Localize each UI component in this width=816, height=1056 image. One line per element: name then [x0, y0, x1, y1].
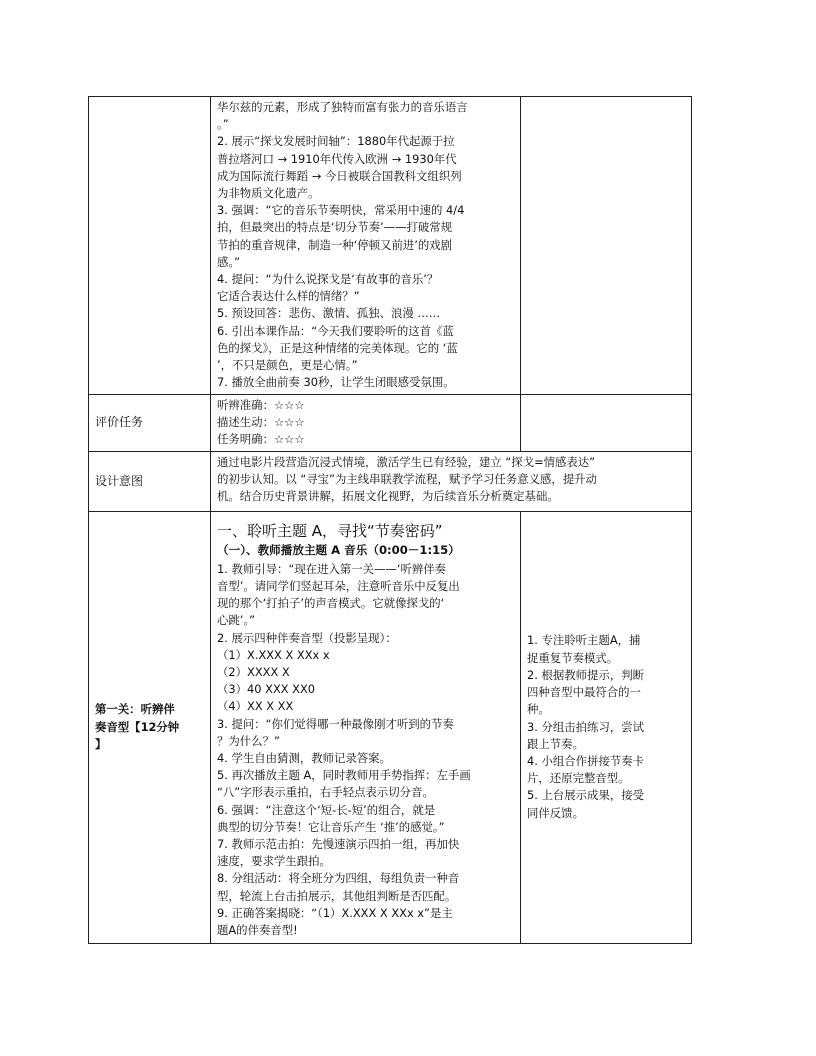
text-line: 为非物质文化遗产。	[217, 186, 320, 201]
text-line: 节拍的重音规律，制造一种‘停顿又前进’的戏剧	[217, 237, 453, 252]
evaluation-empty-cell	[521, 395, 692, 452]
text-line: 2. 展示四种伴奏音型（投影呈现）：	[217, 630, 397, 645]
text-line: ’，不只是颜色，更是心情。”	[217, 358, 358, 373]
text-line: 心跳’。”	[217, 613, 255, 628]
row-label-cell	[89, 97, 211, 395]
evaluation-item: 描述生动：☆☆☆	[217, 415, 305, 430]
table-row	[89, 395, 692, 452]
text-line: 7. 教师示范击拍：先慢速演示四拍一组，再加快	[217, 837, 460, 852]
design-label: 设计意图	[95, 473, 144, 488]
evaluation-label: 评价任务	[95, 415, 144, 430]
design-text-line: 通过电影片段营造沉浸式情境，激活学生已有经验，建立 “探戈=情感表达”	[217, 454, 596, 469]
level1-label-cell	[89, 511, 211, 943]
text-line: 4. 提问：“为什么说探戈是‘有故事的音乐’？	[217, 272, 439, 287]
level1-teacher-cell	[211, 511, 521, 943]
text-line: 题A的伴奏音型!	[217, 923, 298, 938]
text-line: 3. 提问：“你们觉得哪一种最像刚才听到的节奏	[217, 716, 454, 731]
text-line: （2）XXXX X	[217, 665, 290, 680]
text-line: （1）X.XXX X XXx x	[217, 647, 330, 662]
teacher-activity-text	[217, 99, 514, 391]
level1-label-line: 第一关：听辨伴	[95, 702, 175, 717]
text-line: 5. 再次播放主题 A，同时教师用手势指挥：左手画	[217, 768, 471, 783]
level1-label-line: 】	[95, 736, 107, 751]
text-line: 四种音型中最符合的一	[527, 685, 641, 700]
text-line: 2. 根据教师提示，判断	[527, 667, 645, 682]
text-line: ？为什么？”	[217, 733, 280, 748]
text-line: 6. 引出本课作品：“今天我们要聆听的这首《蓝	[217, 323, 454, 338]
text-line: 1. 教师引导：“现在进入第一关——‘听辨伴奏	[217, 561, 447, 576]
table-row	[89, 511, 692, 943]
text-line: 3. 强调：“它的音乐节奏明快，常采用中速的 4/4	[217, 203, 465, 218]
text-line: 拍，但最突出的特点是‘切分节奏’——打破常规	[217, 220, 453, 235]
text-line: 8. 分组活动：将全班分为四组，每组负责一种音	[217, 871, 460, 886]
text-line: 普拉塔河口 → 1910年代传入欧洲 → 1930年代	[217, 151, 457, 166]
evaluation-item: 听辨准确：☆☆☆	[217, 398, 305, 412]
text-line: 3. 分组击拍练习，尝试	[527, 719, 645, 734]
level1-student-cell	[521, 511, 692, 943]
text-line: （3）40 XXX XX0	[217, 682, 316, 697]
text-line: 4. 学生自由猜测，教师记录答案。	[217, 751, 391, 766]
text-line: 典型的切分节奏！它让音乐产生 ‘推’的感觉。”	[217, 819, 445, 834]
text-line: 1. 专注聆听主题A，捕	[527, 633, 641, 648]
text-line: 速度，要求学生跟拍。	[217, 854, 331, 869]
text-line: 感。”	[217, 254, 240, 269]
text-line: 6. 强调：“注意这个‘短-长-短’的组合，就是	[217, 802, 436, 817]
text-line: 捉重复节奏模式。	[527, 650, 619, 665]
design-text-line: 机。结合历史背景讲解，拓展文化视野，为后续音乐分析奠定基础。	[217, 489, 559, 504]
table-row	[89, 97, 692, 395]
text-line: 4. 小组合作拼接节奏卡	[527, 753, 645, 768]
section-heading: 一、聆听主题 A，寻找“节奏密码”	[217, 521, 443, 540]
evaluation-label-cell	[89, 395, 211, 452]
text-line: 型，轮流上台击拍展示，其他组判断是否匹配。	[217, 888, 457, 903]
text-line: 片，还原完整音型。	[527, 771, 630, 786]
level1-student-text	[527, 632, 685, 821]
design-label-cell	[89, 451, 211, 511]
text-line: 跟上节奏。	[527, 736, 584, 751]
text-line: 。”	[217, 117, 229, 132]
text-line: 音型’。请同学们竖起耳朵，注意听音乐中反复出	[217, 579, 460, 594]
student-activity-cell	[521, 97, 692, 395]
text-line: 5. 预设回答：悲伤、激情、孤独、浪漫 ……	[217, 306, 441, 321]
text-line: 它适合表达什么样的情绪？”	[217, 289, 360, 304]
table-row	[89, 451, 692, 511]
teacher-activity-cell	[211, 97, 521, 395]
design-text-cell	[211, 451, 692, 511]
text-line: 成为国际流行舞蹈 → 今日被联合国教科文组织列	[217, 168, 462, 183]
text-line: “八”字形表示重拍，右手轻点表示切分音。	[217, 785, 434, 800]
text-line: 华尔兹的元素，形成了独特而富有张力的音乐语言	[217, 100, 468, 114]
lesson-plan-table	[88, 96, 692, 944]
text-line: 色的探戈》，正是这种情绪的完美体现。它的 ‘蓝	[217, 340, 458, 355]
evaluation-items-cell	[211, 395, 521, 452]
text-line: 7. 播放全曲前奏 30秒，让学生闭眼感受氛围。	[217, 375, 455, 390]
text-line: 5. 上台展示成果，接受	[527, 788, 645, 803]
design-text-line: 的初步认知。以 “寻宝”为主线串联教学流程，赋予学习任务意义感，提升动	[217, 471, 597, 486]
text-line: 9. 正确答案揭晓：“（1）X.XXX X XXx x”是主	[217, 905, 453, 920]
evaluation-item: 任务明确：☆☆☆	[217, 432, 305, 447]
text-line: 种。	[527, 702, 550, 717]
text-line: 同伴反馈。	[527, 805, 584, 820]
level1-teacher-text	[217, 561, 514, 939]
text-line: 2. 展示“探戈发展时间轴”：1880年代起源于拉	[217, 134, 455, 149]
text-line: 现的那个‘打拍子’的声音模式。它就像探戈的‘	[217, 596, 445, 611]
section-subheading: （一）、教师播放主题 A 音乐（0:00－1:15）	[217, 542, 460, 557]
text-line: （4）XX X XX	[217, 699, 294, 714]
level1-label-line: 奏音型【12分钟	[95, 719, 180, 734]
